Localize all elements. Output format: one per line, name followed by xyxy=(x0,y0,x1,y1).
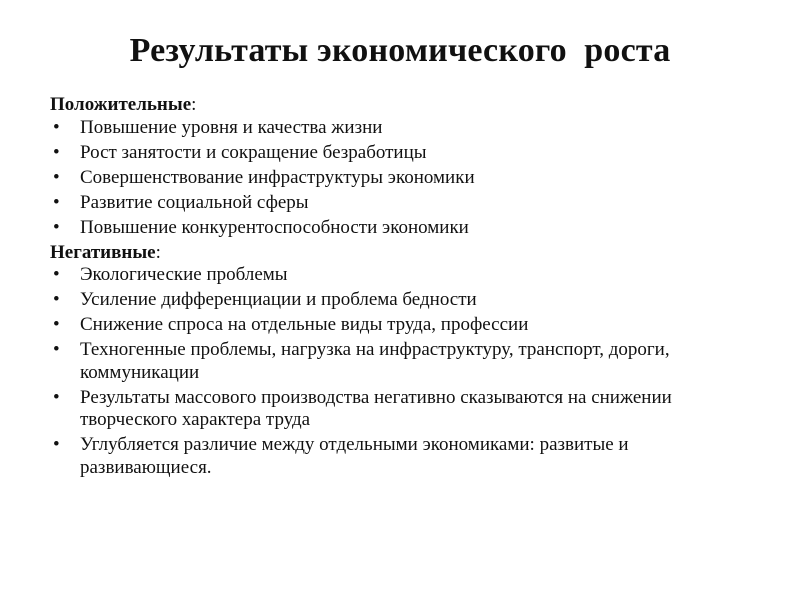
list-item-text: Техногенные проблемы, нагрузка на инфраструктуру, транспорт, дороги, коммуникации xyxy=(80,339,670,383)
section-heading-suffix: : xyxy=(191,94,197,115)
list-item-text: Снижение спроса на отдельные виды труда, профессии xyxy=(80,314,529,335)
list-item-text: Совершенствование инфраструктуры экономики xyxy=(80,166,475,188)
bullet-icon: • xyxy=(53,191,60,213)
bullet-icon: • xyxy=(53,141,60,163)
list-item-text: Развитие социальной сферы xyxy=(80,191,309,213)
list-item xyxy=(50,167,750,190)
list-item xyxy=(50,217,750,240)
section-heading-word: Негативные xyxy=(50,241,156,263)
section-heading-word: Положительные xyxy=(50,94,192,115)
bullet-icon: • xyxy=(53,386,60,408)
section-heading-negative xyxy=(50,242,750,265)
bullet-icon: • xyxy=(53,339,60,360)
list-item-text: Усиление дифференциации и проблема бедности xyxy=(80,289,477,310)
list-item xyxy=(50,264,750,287)
list-item xyxy=(50,387,750,432)
list-item xyxy=(50,142,750,165)
list-item xyxy=(50,117,750,140)
list-item-text: Повышение уровня и качества жизни xyxy=(80,116,383,138)
list-item-text: Экологические проблемы xyxy=(80,264,288,285)
bullet-icon: • xyxy=(53,216,60,238)
list-item xyxy=(50,192,750,215)
list-item-text: Рост занятости и сокращение безработицы xyxy=(80,141,427,163)
bullet-icon: • xyxy=(53,434,60,455)
bullet-list-positive xyxy=(50,117,750,240)
bullet-icon: • xyxy=(53,116,60,138)
section-heading-positive xyxy=(50,94,750,117)
list-item xyxy=(50,434,750,479)
section-positive xyxy=(50,94,750,239)
section-heading-suffix: : xyxy=(155,241,161,263)
list-item-text: Повышение конкурентоспособности экономики xyxy=(80,216,469,238)
bullet-icon: • xyxy=(53,314,60,335)
bullet-icon: • xyxy=(53,289,60,310)
section-negative xyxy=(50,242,750,480)
slide-title: Результаты экономического роста xyxy=(129,32,671,69)
bullet-icon: • xyxy=(53,166,60,188)
bullet-icon: • xyxy=(53,264,60,285)
list-item xyxy=(50,314,750,337)
list-item xyxy=(50,289,750,312)
list-item-text: Результаты массового производства негативно сказываются на снижении творческого характера труда xyxy=(80,386,672,430)
slide-content xyxy=(50,94,750,482)
list-item-text: Углубляется различие между отдельными экономиками: развитые и развивающиеся. xyxy=(80,434,629,478)
list-item xyxy=(50,339,750,384)
bullet-list-negative xyxy=(50,264,750,479)
